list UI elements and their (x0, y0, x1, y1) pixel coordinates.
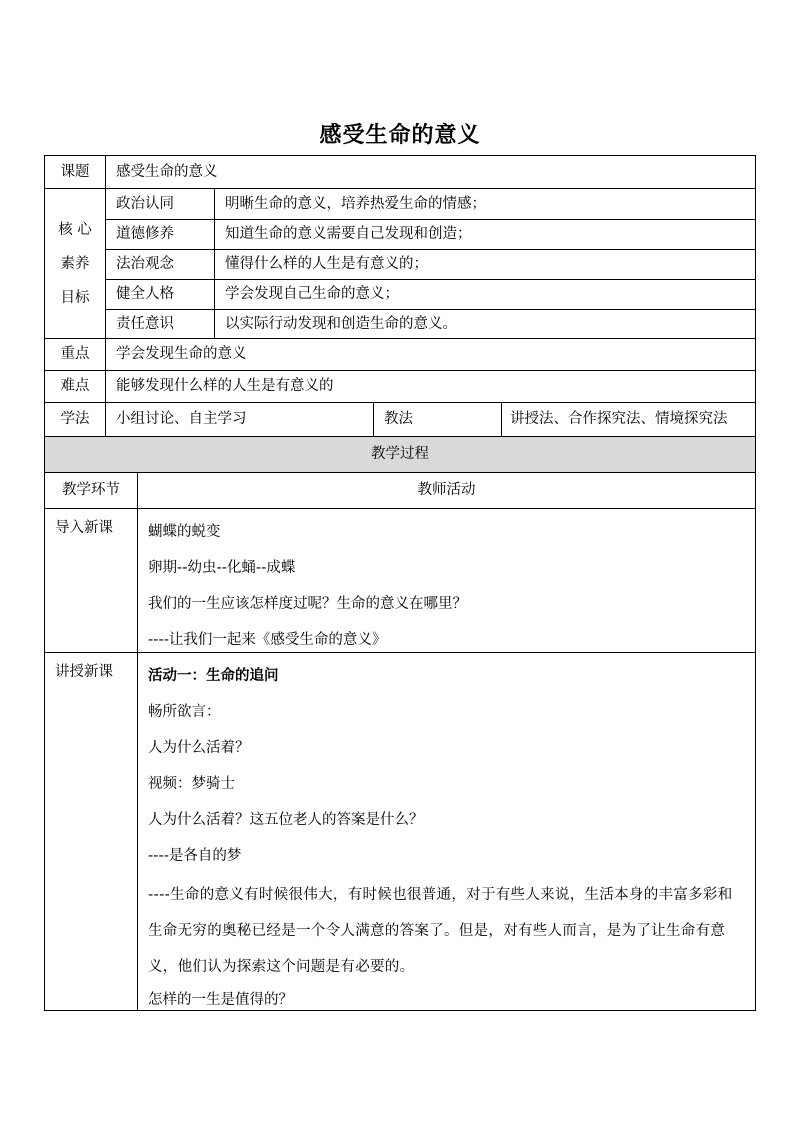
methods-row (44, 403, 756, 437)
intro-stage: 导入新课 (55, 520, 113, 536)
core-goals-label (45, 189, 105, 338)
teach-method-label: 教法 (373, 403, 501, 436)
core-goal-desc: 知道生命的意义需要自己发现和创造； (214, 220, 755, 249)
intro-row (44, 509, 756, 653)
study-method-value: 小组讨论、自主学习 (105, 403, 373, 436)
lecture-line: 畅所欲言： (148, 704, 221, 720)
core-goal-name: 法治观念 (116, 256, 174, 273)
stage-column-header: 教学环节 (62, 482, 120, 499)
core-goal-row (106, 309, 755, 339)
lecture-stage: 讲授新课 (55, 664, 113, 680)
core-label-line-3: 目标 (60, 289, 90, 306)
difficulty-value: 能够发现什么样的人生是有意义的 (105, 371, 755, 402)
intro-line: ----让我们一起来《感受生命的意义》 (148, 632, 387, 648)
topic-row (44, 155, 756, 189)
core-goal-row (106, 219, 755, 249)
lecture-line: 人为什么活着？这五位老人的答案是什么？ (148, 812, 424, 828)
intro-line: 卵期--幼虫--化蛹--成蝶 (148, 560, 296, 576)
core-goal-desc: 懂得什么样的人生是有意义的； (214, 250, 755, 279)
activity-column-header: 教师活动 (137, 473, 755, 508)
lesson-plan-table (44, 155, 756, 1011)
process-header: 教学过程 (45, 437, 755, 472)
core-label-line-2: 素养 (60, 255, 90, 272)
lecture-line: 怎样的一生是值得的？ (148, 992, 293, 1008)
lecture-line: ----是各自的梦 (148, 848, 242, 864)
topic-label: 课题 (60, 163, 90, 180)
core-goal-desc: 学会发现自己生命的意义； (214, 280, 755, 309)
lecture-line: 人为什么活着？ (148, 740, 250, 756)
activity-heading: 活动一：生命的追问 (148, 668, 279, 684)
core-goals-list (105, 189, 755, 338)
study-method-label: 学法 (60, 411, 90, 428)
core-goal-desc: 明晰生命的意义，培养热爱生命的情感； (214, 189, 755, 219)
core-goals-row (44, 189, 756, 339)
intro-content (137, 509, 755, 652)
process-header-row (44, 437, 756, 473)
key-point-row (44, 339, 756, 371)
difficulty-row (44, 371, 756, 403)
lecture-paragraph: ----生命的意义有时候很伟大，有时候也很普通，对于有些人来说，生活本身的丰富多彩和生命无穷的奥秘已经是一个令人满意的答案了。但是，对有些人而言，是为了让生命有意义，他们认为探索这个问题是有必要的。 (148, 887, 733, 975)
lecture-content (137, 653, 755, 1010)
teach-method-value: 讲授法、合作探究法、情境探究法 (501, 403, 755, 436)
intro-line: 蝴蝶的蜕变 (148, 524, 221, 540)
core-goal-row (106, 189, 755, 219)
process-columns-row (44, 473, 756, 509)
core-goal-row (106, 279, 755, 309)
core-goal-row (106, 249, 755, 279)
core-goal-name: 责任意识 (116, 316, 174, 333)
difficulty-label: 难点 (60, 378, 90, 395)
lecture-row (44, 653, 756, 1011)
topic-value: 感受生命的意义 (105, 156, 755, 188)
lecture-line: 视频：梦骑士 (148, 776, 235, 792)
core-label-line-1: 核 心 (58, 221, 92, 238)
core-goal-name: 道德修养 (116, 226, 174, 243)
key-point-label: 重点 (60, 346, 90, 363)
document-title: 感受生命的意义 (319, 123, 481, 148)
core-goal-name: 政治认同 (116, 195, 174, 212)
core-goal-desc: 以实际行动发现和创造生命的意义。 (214, 310, 755, 339)
core-goal-name: 健全人格 (116, 286, 174, 303)
intro-line: 我们的一生应该怎样度过呢？生命的意义在哪里？ (148, 596, 467, 612)
key-point-value: 学会发现生命的意义 (105, 339, 755, 370)
